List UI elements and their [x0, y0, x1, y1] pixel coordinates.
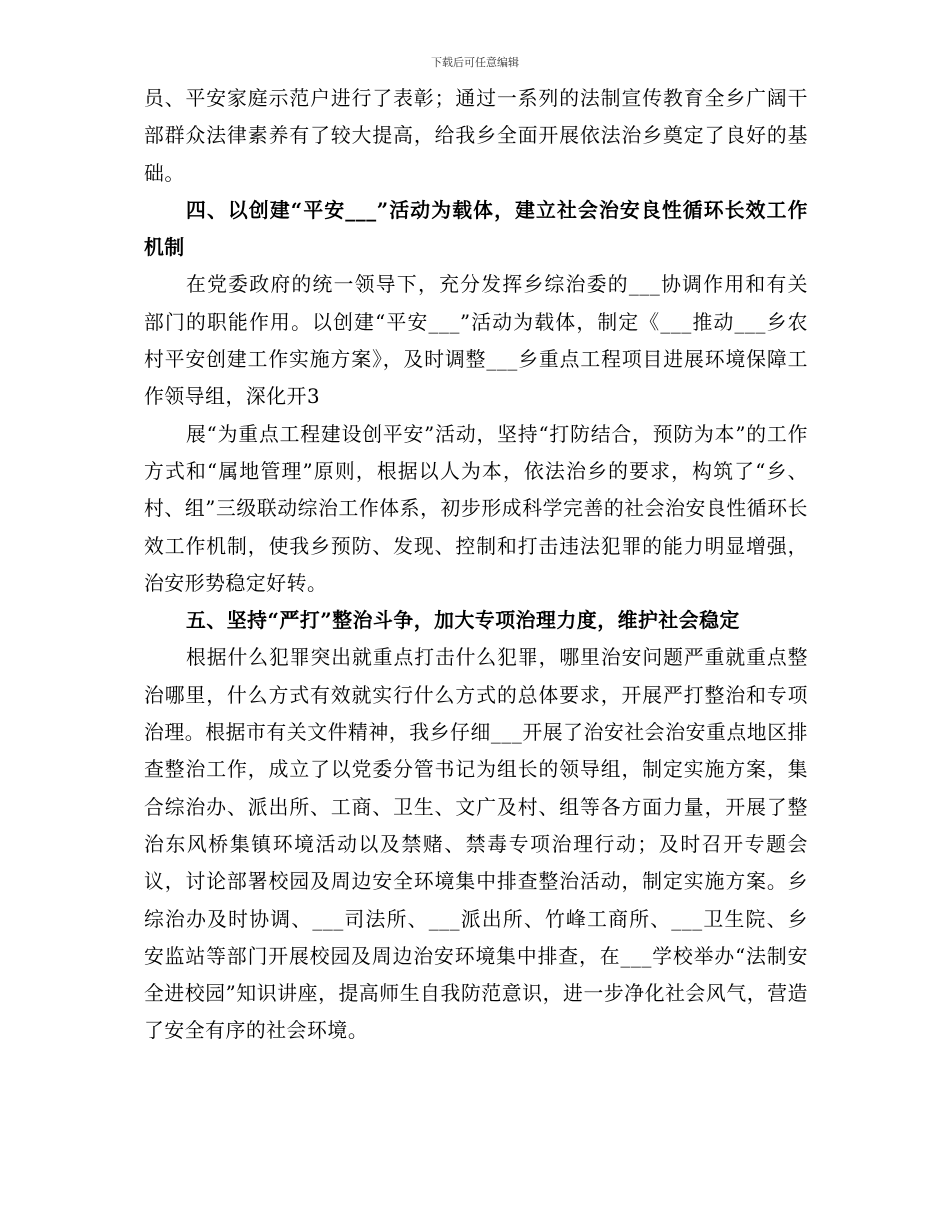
section-heading-5: 五、坚持“严打”整治斗争，加大专项治理力度，维护社会稳定: [186, 608, 740, 633]
section-heading-4: 四、以创建“平安___”活动为载体，建立社会治安良性循环长效工作机制: [144, 197, 808, 260]
paragraph-section-5: 根据什么犯罪突出就重点打击什么犯罪，哪里治安问题严重就重点整治哪里，什么方式有效就实行什么方式的总体要求，开展严打整治和专项治理。根据市有关文件精神，我乡仔细___开展了治安社会治安重点地区排查整治工作，成立了以党委分管书记为组长的领导组，制定实施方案，集合综治办、派出所、工商、卫生、文广及村、组等各方面力量，开展了整治东风桥集镇环境活动以及禁赌、禁毒专项治理行动；及时召开专题会议，讨论部署校园及周边安全环境集中排查整治活动，制定实施方案。乡综治办及时协调、___司法所、___派出所、竹峰工商所、___卫生院、乡安监站等部门开展校园及周边治安环境集中排查，在___学校举办“法制安全进校园”知识讲座，提高师生自我防范意识，进一步净化社会风气，营造了安全有序的社会环境。: [144, 646, 808, 1043]
paragraph-section-4-a: 在党委政府的统一领导下，充分发挥乡综治委的___协调作用和有关部门的职能作用。以创建“平安___”活动为载体，制定《___推动___乡农村平安创建工作实施方案》，及时调整___乡重点工程项目进展环境保障工作领导组，深化开3: [144, 273, 808, 409]
paragraph-section-4-b: 展“为重点工程建设创平安”活动，坚持“打防结合，预防为本”的工作方式和“属地管理”原则，根据以人为本，依法治乡的要求，构筑了“乡、村、组”三级联动综治工作体系，初步形成科学完善的社会治安良性循环长效工作机制，使我乡预防、发现、控制和打击违法犯罪的能力明显增强，治安形势稳定好转。: [144, 422, 808, 595]
paragraph-intro: 员、平安家庭示范户进行了表彰；通过一系列的法制宣传教育全乡广阔干部群众法律素养有了较大提高，给我乡全面开展依法治乡奠定了良好的基础。: [144, 87, 808, 185]
document-body: [144, 80, 808, 1050]
page-header: 下载后可任意编辑: [431, 56, 519, 69]
